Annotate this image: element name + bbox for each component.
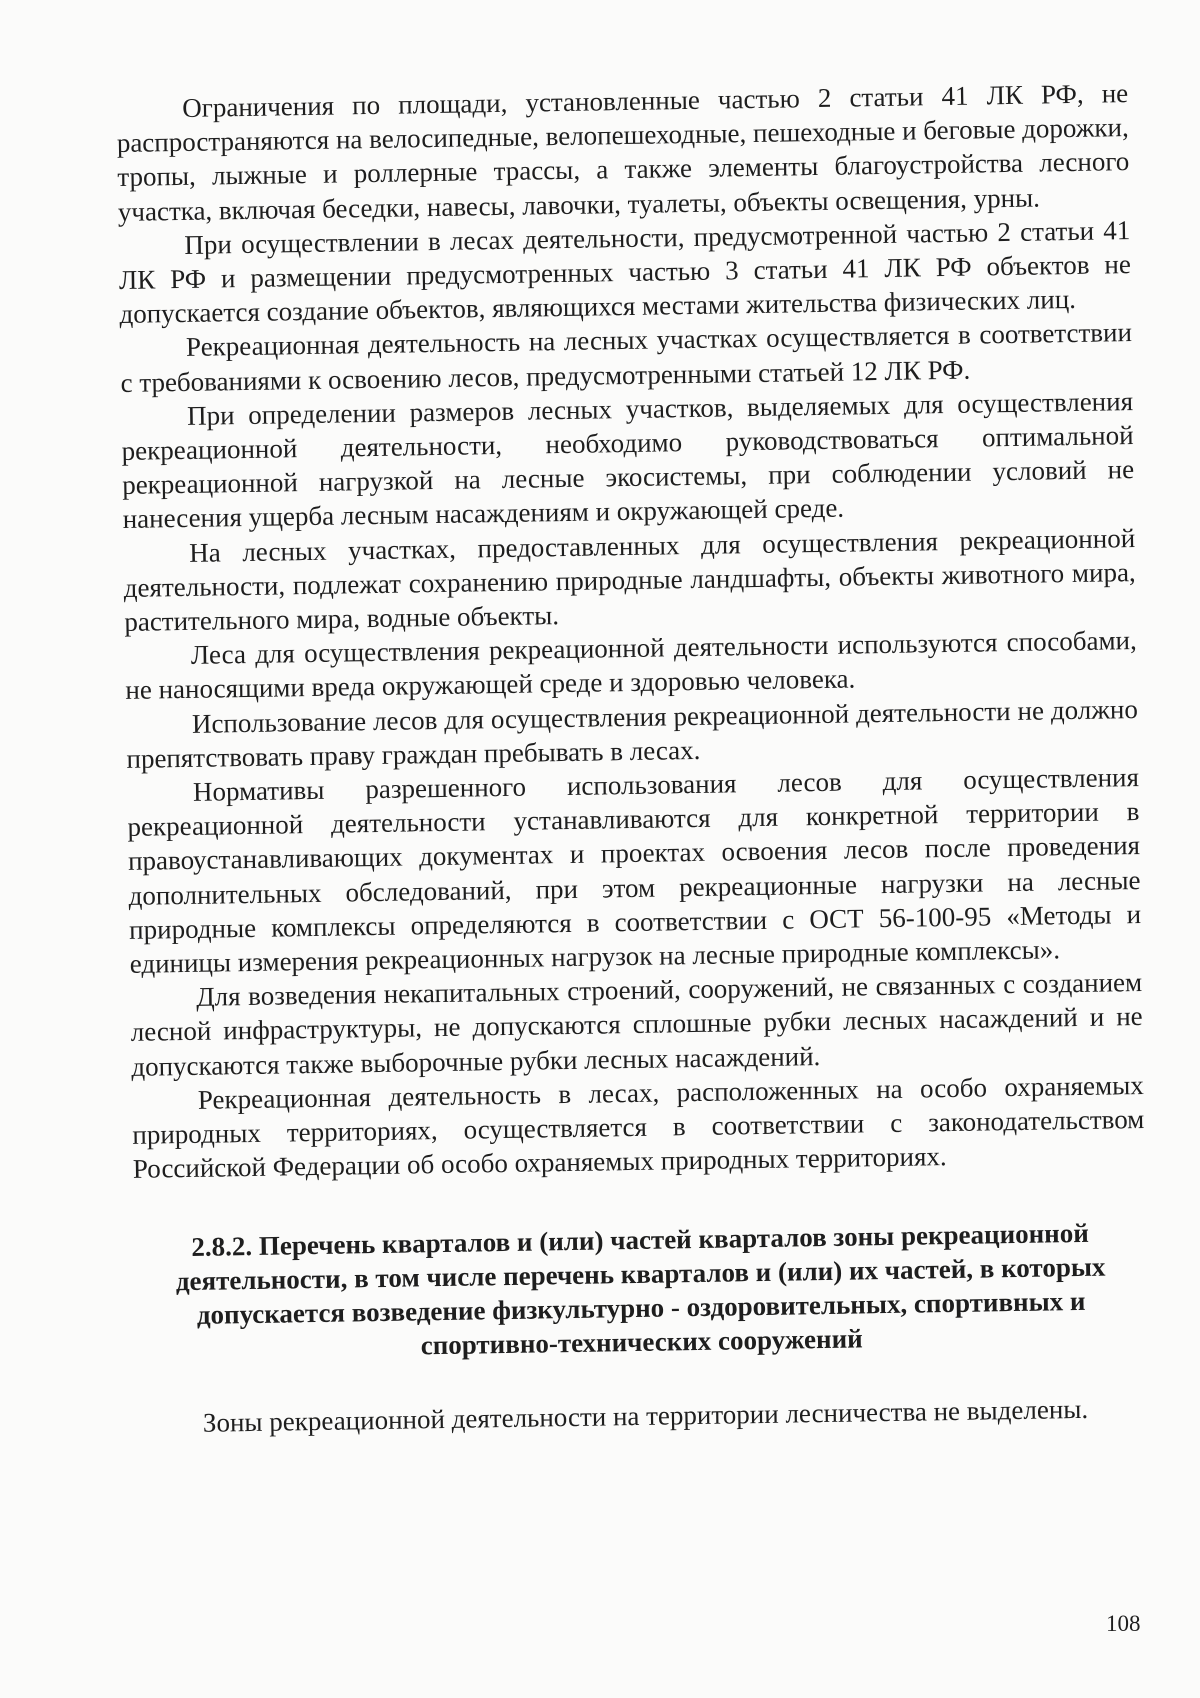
- section-heading: 2.8.2. Перечень кварталов и (или) частей кварталов зоны рекреационной деятельности, в том числе перечень кварталов и (или) их частей, в которых допускается возведение физкультурно - оздоровительных, спортивных и спортивно-технических сооружений: [175, 1217, 1106, 1361]
- paragraph-felling-restrictions: Для возведения некапитальных строений, сооружений, не связанных с созданием лесной инфраструктуры, не допускаются сплошные рубки лесных насаждений и не допускаются также выборочные рубки лесных насаждений.: [130, 967, 1143, 1082]
- paragraph-no-residence: При осуществлении в лесах деятельности, предусмотренной частью 2 статьи 41 ЛК РФ и размещении предусмотренных частью 3 статьи 41 ЛК РФ объектов не допускается создание объектов, являющихся местами жительства физических лиц.: [118, 214, 1132, 330]
- paragraph-norms: Нормативы разрешенного использования лесов для осуществления рекреационной деятельности устанавливаются для конкретной территории в правоустанавливающих документах и проектах освоения лесов после проведения дополнительных обследований, при этом рекреационные нагрузки на лесные природные комплексы определяются в соответствии с ОСТ 56-100-95 «Методы и единицы измерения рекреационных нагрузок на лесные природные комплексы».: [127, 762, 1142, 979]
- paragraph-protected-areas: Рекреационная деятельность в лесах, расположенных на особо охраняемых природных территориях, осуществляется в соответствии с законодательством Российской Федерации об особо охраняемых природных территориях.: [132, 1069, 1145, 1185]
- page-content: [116, 76, 1149, 1441]
- paragraph-citizen-access: Использование лесов для осуществления рекреационной деятельности не должно препятствовать праву граждан пребывать в лесах.: [126, 693, 1139, 774]
- paragraph-usage-methods: Леса для осуществления рекреационной деятельности используются способами, не наносящими вреда окружающей среде и здоровью человека.: [125, 625, 1137, 706]
- section-body: Зоны рекреационной деятельности на территории лесничества не выделены.: [202, 1394, 1089, 1439]
- page-number: 108: [1106, 1611, 1141, 1636]
- paragraph-area-restrictions: Ограничения по площади, установленные частью 2 статьи 41 ЛК РФ, не распространяются на велосипедные, велопешеходные, пешеходные и беговые дорожки, тропы, лыжные и роллерные трассы, а также элементы благоустройства лесного участка, включая беседки, навесы, лавочки, туалеты, объекты освещения, урны.: [116, 78, 1130, 227]
- paragraph-recreation-requirements: Рекреационная деятельность на лесных участках осуществляется в соответствии с требованиями к освоению лесов, предусмотренными статьей 12 ЛК РФ.: [120, 317, 1133, 398]
- paragraph-plot-size: При определении размеров лесных участков, выделяемых для осуществления рекреационной деятельности, необходимо руководствоваться оптимальной рекреационной нагрузкой на лесные экосистемы, при соблюдении условий не нанесения ущерба лесным насаждениям и окружающей среде.: [121, 385, 1135, 535]
- paragraph-landscape-preservation: На лесных участках, предоставленных для осуществления рекреационной деятельности, подлежат сохранению природные ландшафты, объекты животного мира, растительного мира, водные объекты.: [123, 522, 1136, 637]
